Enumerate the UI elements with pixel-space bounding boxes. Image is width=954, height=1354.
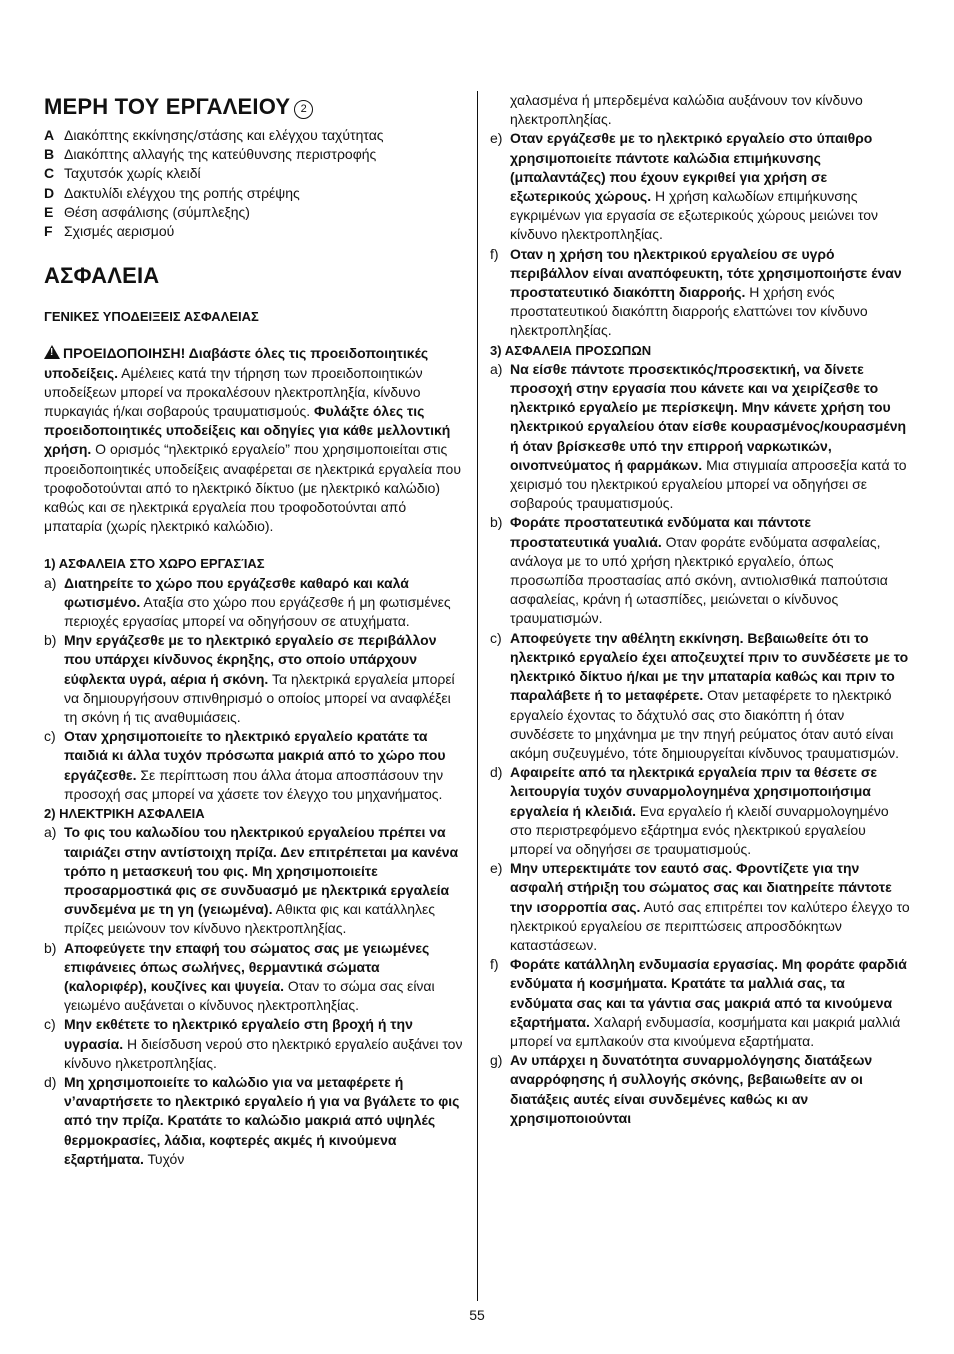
item-text <box>64 1073 464 1169</box>
warning-triangle-icon <box>44 345 60 359</box>
part-label: Διακόπτης αλλαγής της κατεύθυνσης περιστροφής <box>64 146 377 163</box>
work-area-list <box>44 574 464 804</box>
item-bold-text: Μην εκθέτετε το ηλεκτρικό εργαλείο στη βροχή ή την υγρασία. <box>64 1016 413 1052</box>
item-normal-text: Η χρήση ενός προστατευτικού διακόπτη διαρροής ελαττώνει τον κίνδυνο ηλεκτροπληξίας. <box>510 284 868 339</box>
safety-item <box>490 763 910 859</box>
item-letter: d) <box>44 1073 57 1090</box>
part-key: B <box>44 146 55 163</box>
item-bold-text: Οταν η χρήση του ηλεκτρικού εργαλείου σε υγρό περιβάλλον είναι αναπόφευκτη, τότε χρησιμοποιήστε έναν προστατευτικό διακόπτη διαρροής. <box>510 245 902 301</box>
safety-item <box>44 939 464 1016</box>
item-text <box>64 939 464 1016</box>
column-divider <box>477 91 478 1301</box>
item-letter: f) <box>490 956 499 973</box>
part-key: E <box>44 203 54 220</box>
item-normal-text: Η χρήση καλωδίων επιμήκυνσης εγκριμένων για εργασία σε εξωτερικούς χώρους μειώνει τον κίνδυνο ηλεκτροπληξίας. <box>510 188 878 243</box>
part-item <box>44 164 464 183</box>
electrical-heading: 2) ΗΛΕΚΤΡΙΚΗ ΑΣΦΑΛΕΙΑ <box>44 806 205 822</box>
electrical-d-continuation: χαλασμένα ή μπερδεμένα καλώδια αυξάνουν τον κίνδυνο ηλεκτροπληξίας. <box>510 92 863 128</box>
item-text <box>64 1015 464 1073</box>
figure-ref-badge: 2 <box>294 100 313 119</box>
item-text <box>510 763 910 859</box>
safety-item <box>490 859 910 955</box>
safety-item <box>490 629 910 763</box>
part-label: Δακτυλίδι ελέγχου της ροπής στρέψης <box>64 184 300 201</box>
item-normal-text: Οταν το σώμα σας είναι γειωμένο αυξάνεται ο κίνδυνος ηλεκτροπληξίας. <box>64 977 435 1014</box>
left-column <box>44 94 464 1169</box>
item-text <box>510 629 910 763</box>
item-normal-text: Αταξία στο χώρο που εργάζεσθε ή μη φωτισμένες περιοχές εργασίας μπορεί να οδηγήσουν σε ατυχήματα. <box>64 593 451 630</box>
safety-item <box>490 1051 910 1128</box>
item-letter: a) <box>44 574 57 591</box>
part-item <box>44 222 464 241</box>
safety-item <box>490 129 910 244</box>
item-bold-text: Οταν εργάζεσθε με το ηλεκτρικό εργαλείο στο ύπαιθρο χρησιμοποιείτε πάντοτε καλώδια επιμήκυνσης (μπαλαντάζες) που έχουν εγκριθεί για χρήση σε εξωτερικούς χώρους. <box>510 130 873 205</box>
general-safety-heading: ΓΕΝΙΚΕΣ ΥΠΟΔΕΙΞΕΙΣ ΑΣΦΑΛΕΙΑΣ <box>44 309 259 325</box>
item-bold-text: Αν υπάρχει η δυνατότητα συναρμολόγησης διατάξεων αναρρόφησης ή συλλογής σκόνης, βεβαιωθείτε αν οι διατάξεις αυτές είναι συνδεμένες καθώς κι αν χρησιμοποιούνται <box>510 1052 873 1126</box>
item-letter: g) <box>490 1052 503 1069</box>
part-key: A <box>44 127 55 143</box>
item-text <box>64 823 464 938</box>
item-text <box>510 859 910 955</box>
part-label: Σχισμές αερισμού <box>64 223 175 240</box>
item-text <box>510 1051 910 1128</box>
item-text <box>510 129 910 244</box>
part-item <box>44 145 464 164</box>
personal-list <box>490 360 910 1128</box>
item-letter: c) <box>44 728 56 745</box>
item-letter: c) <box>490 629 502 646</box>
item-letter: b) <box>44 939 57 956</box>
item-letter: c) <box>44 1016 56 1033</box>
item-text <box>510 955 910 1051</box>
item-bold-text: Διατηρείτε το χώρο που εργάζεσθε καθαρό και καλά φωτισμένο. <box>64 574 409 610</box>
item-text <box>510 513 910 628</box>
personal-heading: 3) ΑΣΦΑΛΕΙΑ ΠΡΟΣΩΠΩΝ <box>490 342 652 358</box>
item-letter: e) <box>490 130 503 147</box>
electrical-list-cont <box>490 129 910 340</box>
safety-item <box>490 245 910 341</box>
item-text <box>510 360 910 514</box>
item-text <box>64 727 464 804</box>
safety-item <box>44 574 464 632</box>
work-area-heading: 1) ΑΣΦΑΛΕΙΑ ΣΤΟ ΧΩΡΟ ΕΡΓΑΣΊΑΣ <box>44 556 265 572</box>
safety-item <box>44 1073 464 1169</box>
item-normal-text: Τυχόν <box>143 1150 185 1167</box>
parts-heading: ΜΕΡΗ ΤΟΥ ΕΡΓΑΛΕΙΟΥ 2 <box>44 94 464 120</box>
electrical-list <box>44 823 464 1169</box>
safety-item <box>490 955 910 1051</box>
part-label: Διακόπτης εκκίνησης/στάσης και ελέγχου ταχύτητας <box>64 127 384 143</box>
item-normal-text: Χαλαρή ενδυμασία, κοσμήματα και μακριά μαλλιά μπορεί να εμπλακούν στα κινούμενα εξαρτήματα. <box>510 1013 901 1049</box>
part-item <box>44 126 464 145</box>
item-text <box>510 245 910 341</box>
item-letter: b) <box>490 514 503 531</box>
warning-intro: !ΠΡΟΕΙΔΟΠΟΙΗΣΗ! Διαβάστε όλες τις προειδοποιητικές υποδείξεις. Αμέλειες κατά την τήρηση των προειδοποιητικών υποδείξεων μπορεί να προκαλέσουν ηλεκτροπληξία, κίνδυνο πυρκαγιάς ή/και σοβαρούς τραυματισμούς. Φυλάξτε όλες τις προειδοποιητικές υποδείξεις και οδηγίες για κάθε μελλοντική χρήση. Ο ορισμός “ηλεκτρικό εργαλείο” που χρησιμοποιείται στις προειδοποιητικές υποδείξεις αναφέρεται σε ηλεκτρικά εργαλεία που τροφοδοτούνται από το ηλεκτρικό δίκτυο (με ηλεκτρικό καλώδιο) καθώς και σε ηλεκτρικά εργαλεία που τροφοδοτούνται από μπαταρία (χωρίς ηλεκτρικό καλώδιο). <box>44 344 464 536</box>
item-normal-text: Τα ηλεκτρικά εργαλεία μπορεί να δημιουργήσουν σπινθηρισμό ο οποίος μπορεί να αναφλέξει τη σκόνη ή τις αναθυμιάσεις. <box>64 670 455 726</box>
safety-item <box>44 823 464 938</box>
item-bold-text: Μην εργάζεσθε με το ηλεκτρικό εργαλείο σε περιβάλλον που υπάρχει κίνδυνος έκρηξης, στο οποίο υπάρχουν εύφλεκτα υγρά, αέρια ή σκόνη. <box>64 632 437 687</box>
part-item <box>44 203 464 222</box>
page-number: 55 <box>469 1307 485 1323</box>
item-letter: b) <box>44 632 57 649</box>
item-letter: e) <box>490 860 503 877</box>
right-column <box>490 91 910 1128</box>
part-key: D <box>44 184 55 201</box>
safety-heading: ΑΣΦΑΛΕΙΑ <box>44 263 160 289</box>
item-bold-text: Το φις του καλωδίου του ηλεκτρικού εργαλείου πρέπει να ταιριάζει στην αντίστοιχη πρίζα. Δεν επιτρέπεται μα κανένα τρόπο η μετασκευή του φις. Μη χρησιμοποιείτε προσαρμοστικά φις σε συνδυασμό με ηλεκτρικά εργαλεία συνδεμένα με τη γη (γειωμένα). <box>64 824 459 918</box>
item-letter: f) <box>490 245 499 262</box>
part-key: C <box>44 165 55 182</box>
item-letter: d) <box>490 764 503 781</box>
part-label: Θέση ασφάλισης (σύμπλεξης) <box>64 203 250 220</box>
item-bold-text: Φοράτε κατάλληλη ενδυμασία εργασίας. Μη φοράτε φαρδιά ενδύματα ή κοσμήματα. Κρατάτε τα μαλλιά σας, τα ενδύματα σας και τα γάντια σας μακριά από τα κινούμενα εξαρτήματα. <box>510 956 907 1030</box>
safety-item <box>44 1015 464 1073</box>
safety-item <box>44 631 464 727</box>
item-normal-text: Οταν μεταφέρετε το ηλεκτρικό εργαλείο έχοντας το δάχτυλό σας στο διακόπτη ή όταν συνδέσετε το μηχάνημα με την πηγή ρεύματος όταν αυτό είναι ακόμη συζευγμένο, τότε δημιουργείται κίνδυνος τραυματισμών. <box>510 687 899 761</box>
item-bold-text: Μην υπερεκτιμάτε τον εαυτό σας. Φροντίζετε για την ασφαλή στήριξη του σώματος σας και διατηρείτε πάντοτε την ισορροπία σας. <box>510 860 892 915</box>
item-normal-text: Αθικτα φις και κατάλληλες πρίζες μειώνουν τον κίνδυνο ηλεκτροπληξίας. <box>64 901 436 937</box>
item-normal-text: Σε περίπτωση που άλλα άτομα αποσπάσουν την προσοχή σας μπορεί να χάσετε τον έλεγχο του μηχανήματος. <box>64 766 444 802</box>
item-bold-text: Οταν χρησιμοποιείτε το ηλεκτρικό εργαλείο κρατάτε τα παιδιά κι άλλα τυχόν πρόσωπα μακριά από το χώρο που εργάζεσθε. <box>64 728 446 783</box>
item-normal-text: Ενα εργαλείο ή κλειδί συναρμολογημένο στο περιστρεφόμενο εξάρτημα ενός ηλεκτρικού εργαλείου μπορεί να οδηγήσει σε τραυματισμούς. <box>510 802 889 857</box>
part-label: Ταχυτσόκ χωρίς κλειδί <box>64 165 201 182</box>
safety-item <box>44 727 464 804</box>
item-bold-text: Μη χρησιμοποιείτε το καλώδιο για να μεταφέρετε ή ν’αναρτήσετε το ηλεκτρικό εργαλείο ή για να βγάλετε το φις από την πρίζα. Κρατάτε το καλώδιο μακριά από υψηλές θερμοκρασίες, λάδια, κοφτερές ακμές ή κινούμενα εξαρτήματα. <box>64 1073 460 1167</box>
item-text <box>64 631 464 727</box>
item-normal-text: Οταν φοράτε ενδύματα ασφαλείας, ανάλογα με το υπό χρήση ηλεκτρικό εργαλείο, όπως προσωπίδα προστασίας από σκόνη, αντιολισθικά παπούτσια ασφαλείας, κράνη ή ωτασπίδες, μειώνεται ο κίνδυνος τραυματισμών. <box>510 533 888 627</box>
item-normal-text: Αυτό σας επιτρέπει τον καλύτερο έλεγχο το ηλεκτρικού εργαλείου σε περιπτώσεις απροσδόκητων καταστάσεων. <box>510 898 910 953</box>
item-letter: a) <box>44 824 57 841</box>
safety-item <box>490 360 910 514</box>
parts-list <box>44 126 464 241</box>
item-bold-text: Αφαιρείτε από τα ηλεκτρικά εργαλεία πριν τα θέσετε σε λειτουργία τυχόν συναρμολογημένα χρησιμοποιήσιμα εργαλεία ή κλειδιά. <box>510 764 878 819</box>
safety-item <box>490 513 910 628</box>
item-normal-text: Μια στιγμιαία απροσεξία κατά το χειρισμό του ηλεκτρικού εργαλείου μπορεί να οδηγήσει σε σοβαρούς τραυματισμούς. <box>510 456 907 512</box>
item-text <box>64 574 464 632</box>
item-bold-text: Αποφεύγετε την επαφή του σώματος σας με γειωμένες επιφάνειες όπως σωλήνες, θερμαντικά σώματα (καλοριφέρ), κουζίνες και ψυγεία. <box>64 939 430 994</box>
part-item <box>44 184 464 203</box>
part-key: F <box>44 223 53 240</box>
item-bold-text: Να είσθε πάντοτε προσεκτικός/προσεκτική, να δίνετε προσοχή στην εργασία που κάνετε και να χειρίζεσθε το ηλεκτρικό εργαλείο με περίσκεψη. Μην κάνετε χρήση του ηλεκτρικού εργαλείου όταν είσθε κουρασμένος/κουρασμένη ή όταν βρίσκεσθε υπό την επιρροή ναρκωτικών, οινοπνεύματος ή φαρμάκων. <box>510 360 907 473</box>
item-normal-text: Η διείσδυση νερού στο ηλεκτρικό εργαλείο αυξάνει τον κίνδυνο ηλκετροπληξίας. <box>64 1035 463 1071</box>
item-bold-text: Φοράτε προστατευτικά ενδύματα και πάντοτε προστατευτικά γυαλιά. <box>510 514 812 550</box>
item-bold-text: Αποφεύγετε την αθέλητη εκκίνηση. Βεβαιωθείτε ότι το ηλεκτρικό εργαλείο έχει αποζευχτεί πριν το συνδέσετε με το ηλεκτρικό δίκτυο ή/και με την μπαταρία καθώς και πριν το παραλάβετε ή το μεταφέρετε. <box>510 629 909 704</box>
item-letter: a) <box>490 360 503 377</box>
